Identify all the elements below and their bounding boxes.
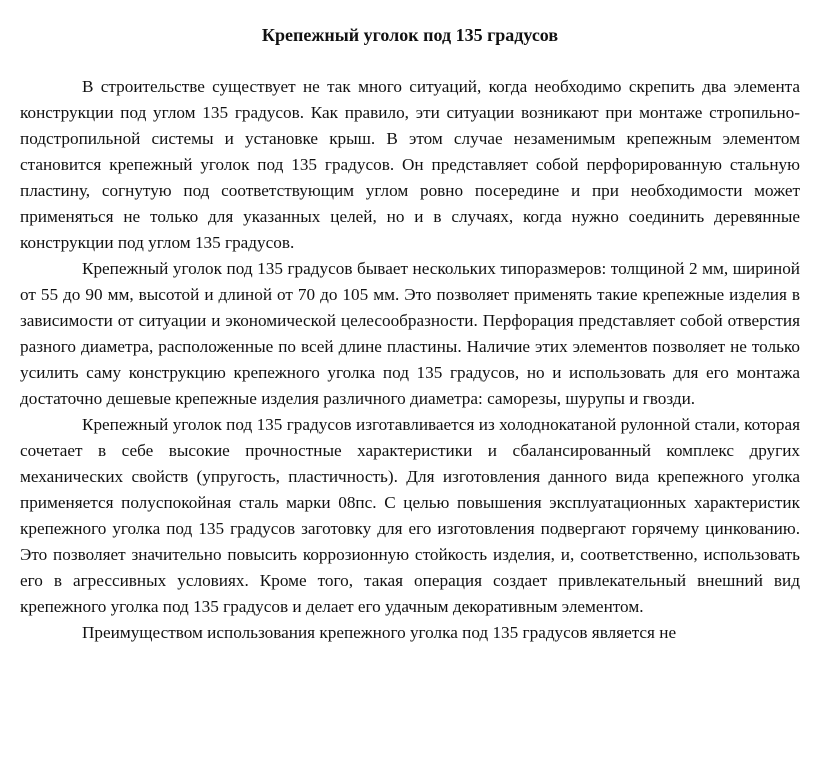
document-page (20, 22, 800, 646)
paragraph-4: Преимуществом использования крепежного уголка под 135 градусов является не (82, 623, 677, 642)
paragraph-1: В строительстве существует не так много ситуаций, когда необходимо скрепить два элемента конструкции под углом 135 градусов. Как правило, эти ситуации возникают при монтаже стропильно-подстропильной системы и установке крыш. В этом случае незаменимым крепежным элементом становится крепежный уголок под 135 градусов. Он представляет собой перфорированную стальную пластину, согнутую под соответствующим углом ровно посередине и при необходимости может применяться не только для указанных целей, но и в случаях, когда нужно соединить деревянные конструкции под углом 135 градусов. (20, 77, 800, 252)
paragraph-3: Крепежный уголок под 135 градусов изготавливается из холоднокатаной рулонной стали, которая сочетает в себе высокие прочностные характеристики и сбалансированный комплекс других механических свойств (упругость, пластичность). Для изготовления данного вида крепежного уголка применяется полуспокойная сталь марки 08пс. С целью повышения эксплуатационных характеристик крепежного уголка под 135 градусов заготовку для его изготовления подвергают горячему цинкованию. Это позволяет значительно повысить коррозионную стойкость изделия, и, соответственно, использовать его в агрессивных условиях. Кроме того, такая операция создает привлекательный внешний вид крепежного уголка под 135 градусов и делает его удачным декоративным элементом. (20, 415, 800, 616)
document-title: Крепежный уголок под 135 градусов (261, 25, 559, 45)
paragraph-2: Крепежный уголок под 135 градусов бывает нескольких типоразмеров: толщиной 2 мм, шириной от 55 до 90 мм, высотой и длиной от 70 до 105 мм. Это позволяет применять такие крепежные изделия в зависимости от ситуации и экономической целесообразности. Перфорация представляет собой отверстия разного диаметра, расположенные по всей длине пластины. Наличие этих элементов позволяет не только усилить саму конструкцию крепежного уголка под 135 градусов, но и использовать для его монтажа достаточно дешевые крепежные изделия различного диаметра: саморезы, шурупы и гвозди. (20, 259, 800, 408)
